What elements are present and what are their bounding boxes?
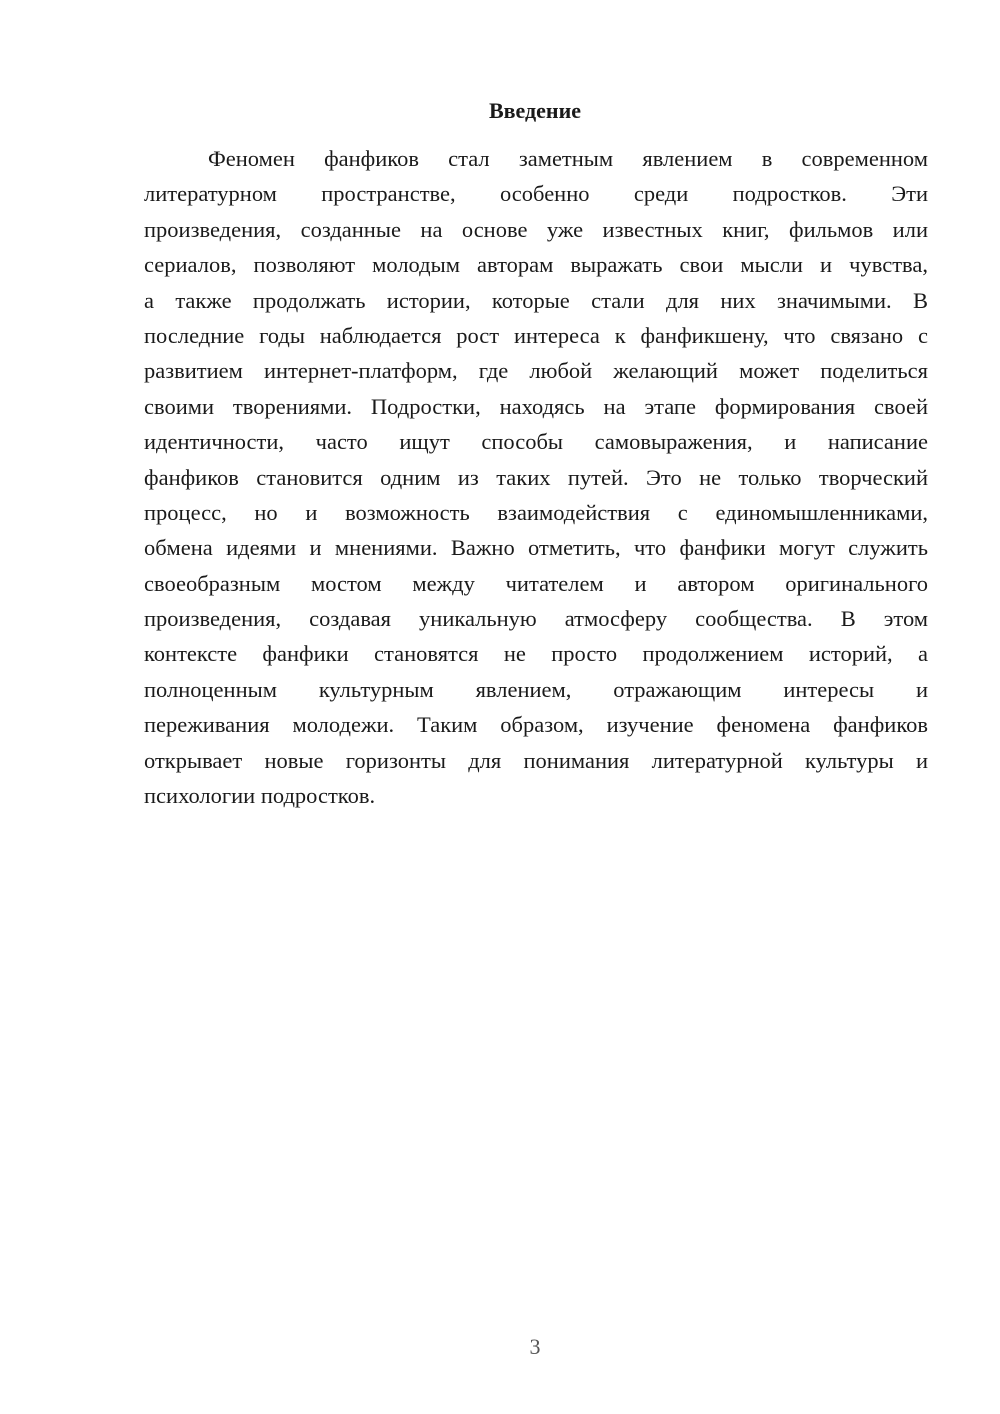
paragraph-line: полноценным культурным явлением, отражающим интересы и <box>144 676 928 702</box>
paragraph-line: сериалов, позволяют молодым авторам выражать свои мысли и чувства, <box>144 252 928 278</box>
paragraph-line: открывает новые горизонты для понимания литературной культуры и <box>144 747 928 773</box>
paragraph-line: идентичности, часто ищут способы самовыражения, и написание <box>144 429 928 455</box>
paragraph-line: своеобразным мостом между читателем и автором оригинального <box>144 570 928 596</box>
paragraph-line: своими творениями. Подростки, находясь на этапе формирования своей <box>144 393 928 419</box>
paragraph-line: произведения, созданные на основе уже известных книг, фильмов или <box>144 216 928 242</box>
paragraph-line: обмена идеями и мнениями. Важно отметить, что фанфики могут служить <box>144 535 928 561</box>
page-number: 3 <box>529 1334 541 1359</box>
paragraph-line: процесс, но и возможность взаимодействия с единомышленниками, <box>144 499 928 525</box>
paragraph-line: контексте фанфики становятся не просто продолжением историй, а <box>144 641 928 667</box>
paragraph-line: переживания молодежи. Таким образом, изучение феномена фанфиков <box>144 712 928 738</box>
paragraph-line: произведения, создавая уникальную атмосферу сообщества. В этом <box>144 606 928 632</box>
section-heading: Введение <box>488 98 582 123</box>
paragraph-line: а также продолжать истории, которые стали для них значимыми. В <box>144 287 928 313</box>
paragraph-line: Феномен фанфиков стал заметным явлением в современном <box>208 146 928 171</box>
paragraph-line: психологии подростков. <box>144 783 376 809</box>
paragraph-line: последние годы наблюдается рост интереса к фанфикшену, что связано с <box>144 322 928 348</box>
body-paragraph <box>144 141 928 813</box>
paragraph-line: литературном пространстве, особенно среди подростков. Эти <box>144 181 928 207</box>
paragraph-line: развитием интернет-платформ, где любой желающий может поделиться <box>144 358 928 384</box>
paragraph-line: фанфиков становится одним из таких путей. Это не только творческий <box>144 464 928 490</box>
